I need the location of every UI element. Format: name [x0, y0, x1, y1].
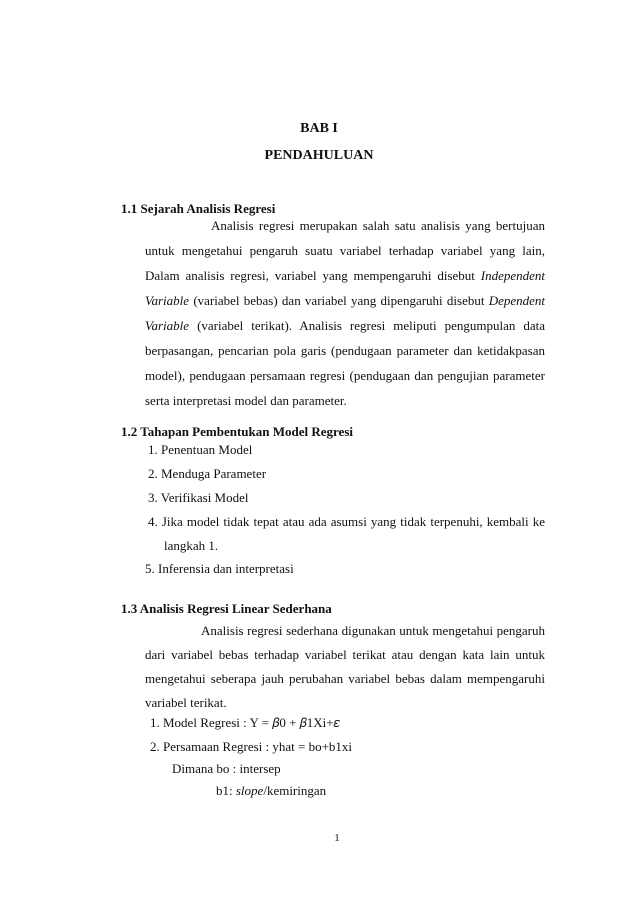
definition-line: b1: slope/kemiringan	[216, 783, 327, 798]
chapter-title: PENDAHULUAN	[264, 148, 374, 163]
section-heading-1-1: 1.1 Sejarah Analisis Regresi	[121, 201, 276, 216]
paragraph-line: model), pendugaan persamaan regresi (pendugaan dan pengujian parameter	[145, 368, 545, 383]
section-heading-1-2: 1.2 Tahapan Pembentukan Model Regresi	[121, 424, 353, 439]
list-item: 3. Verifikasi Model	[148, 490, 249, 505]
paragraph-line: untuk mengetahui pengaruh suatu variabel terhadap variabel yang lain,	[145, 243, 545, 258]
paragraph-line: Variable (variabel bebas) dan variabel yang dipengaruhi disebut Dependent	[145, 293, 546, 308]
paragraph-line: serta interpretasi model dan parameter.	[145, 393, 347, 408]
paragraph-line: Analisis regresi merupakan salah satu analisis yang bertujuan	[211, 218, 545, 233]
list-item: 5. Inferensia dan interpretasi	[145, 561, 294, 576]
paragraph-line: berpasangan, pencarian pola garis (pendugaan parameter dan ketidakpasan	[145, 343, 545, 358]
chapter-number: BAB I	[300, 121, 338, 136]
list-item-continuation: langkah 1.	[164, 538, 219, 553]
paragraph-line: Variable (variabel terikat). Analisis regresi meliputi pengumpulan data	[145, 318, 546, 333]
definition-line: Dimana bo : intersep	[172, 761, 281, 776]
paragraph-line: Dalam analisis regresi, variabel yang mempengaruhi disebut Independent	[145, 268, 545, 283]
list-item: 2. Persamaan Regresi : yhat = bo+b1xi	[150, 739, 353, 754]
paragraph-line: Analisis regresi sederhana digunakan untuk mengetahui pengaruh	[201, 623, 545, 638]
list-item: 4. Jika model tidak tepat atau ada asumsi yang tidak terpenuhi, kembali ke	[148, 514, 545, 529]
list-item: 1. Model Regresi : Y = 𝛽0 + 𝛽1Xi+𝜀	[150, 715, 341, 730]
list-item: 1. Penentuan Model	[148, 442, 253, 457]
page-number: 1	[334, 832, 340, 844]
list-item: 2. Menduga Parameter	[148, 466, 267, 481]
paragraph-line: dari variabel bebas terhadap variabel terikat atau dengan kata lain untuk	[145, 647, 545, 662]
section-heading-1-3: 1.3 Analisis Regresi Linear Sederhana	[121, 601, 332, 616]
paragraph-line: variabel terikat.	[145, 695, 227, 710]
paragraph-line: mengetahui seberapa jauh perubahan variabel bebas dalam mempengaruhi	[145, 671, 545, 686]
